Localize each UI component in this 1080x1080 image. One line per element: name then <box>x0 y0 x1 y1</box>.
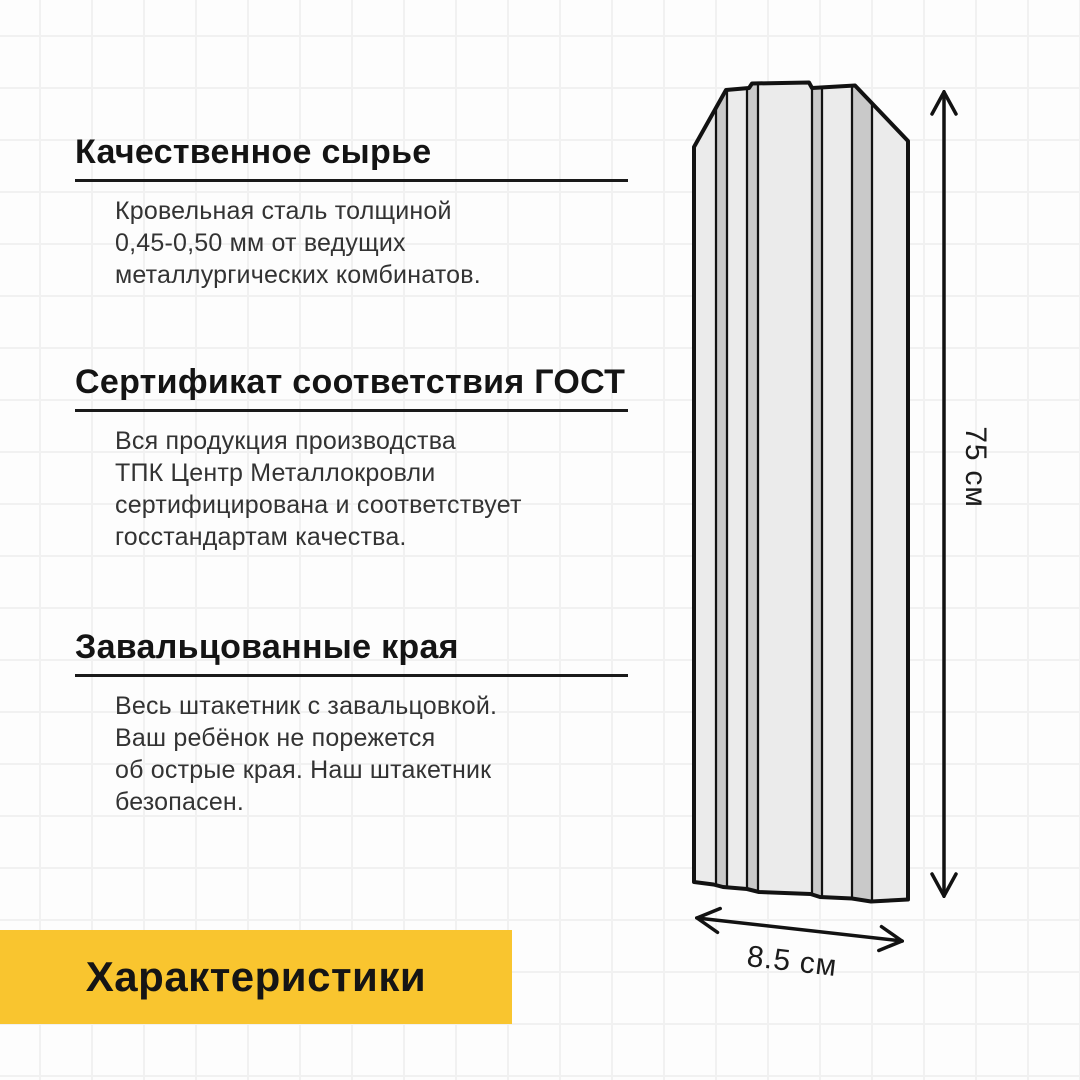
feature-text-line: Вся продукция производства <box>115 427 457 456</box>
feature-text-line: Кровельная сталь толщиной <box>115 197 452 226</box>
feature-text-line: ТПК Центр Металлокровли <box>115 459 436 488</box>
feature-text-line: госстандартам качества. <box>115 523 407 552</box>
feature-section-rolled-edges <box>75 628 645 818</box>
characteristics-banner <box>0 930 512 1024</box>
feature-text-line: металлургических комбинатов. <box>115 261 481 290</box>
feature-description <box>115 425 645 553</box>
feature-text-line: 0,45-0,50 мм от ведущих <box>115 229 406 258</box>
feature-description <box>115 195 645 291</box>
feature-text-line: Ваш ребёнок не порежется <box>115 724 436 753</box>
picket-groove <box>747 70 758 915</box>
feature-title: Сертификат соответствия ГОСТ <box>75 363 626 401</box>
feature-text-line: сертифицирована и соответствует <box>115 491 522 520</box>
picket-illustration <box>660 60 1020 1010</box>
banner-label: Характеристики <box>85 953 427 1000</box>
picket-groove <box>812 70 822 915</box>
picket-groove <box>852 70 872 915</box>
height-dimension-label: 75 см <box>959 426 992 508</box>
picket-groove <box>716 70 727 915</box>
feature-section-quality-material <box>75 133 645 291</box>
feature-text-line: об острые края. Наш штакетник <box>115 756 492 785</box>
feature-text-line: безопасен. <box>115 788 245 817</box>
feature-description <box>115 690 645 818</box>
feature-text-line: Весь штакетник с завальцовкой. <box>115 692 498 721</box>
feature-section-gost-certificate <box>75 363 645 553</box>
feature-title: Качественное сырье <box>75 133 432 171</box>
title-underline <box>75 179 628 182</box>
title-underline <box>75 674 628 677</box>
width-dimension-label: 8.5 см <box>745 939 839 984</box>
feature-title: Завальцованные края <box>75 628 459 666</box>
title-underline <box>75 409 628 412</box>
